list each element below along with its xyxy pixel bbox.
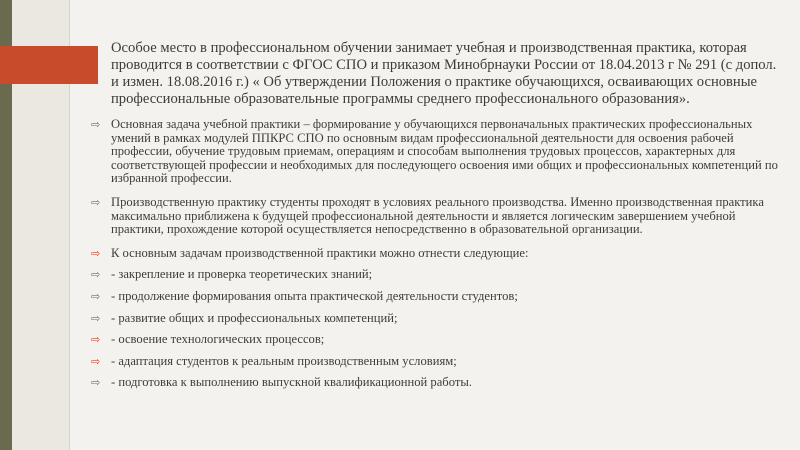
arrow-bullet-icon: ⇨ bbox=[91, 195, 101, 209]
list-item bbox=[91, 245, 781, 261]
list-item-text: - подготовка к выполнению выпускной квалификационной работы. bbox=[111, 375, 472, 390]
list-item-text: - адаптация студентов к реальным производственным условиям; bbox=[111, 353, 457, 368]
arrow-bullet-icon: ⇨ bbox=[91, 354, 101, 368]
list-item-text: К основным задачам производственной практики можно отнести следующие: bbox=[111, 245, 529, 260]
arrow-bullet-icon: ⇨ bbox=[91, 246, 101, 260]
slide-content bbox=[91, 40, 781, 398]
list-item-text: - закрепление и проверка теоретических знаний; bbox=[111, 267, 373, 282]
list-item-text: Основная задача учебной практики – формирование у обучающихся первоначальных практических профессиональных умений в рамках модулей ППКРС СПО по основным видам профессиональной деятельности для освоения рабочей профессии, обучение трудовым приемам, операциям и способам выполнения трудовых процессов, характерных для соответствующей профессии и необходимых для последующего освоения ими общих и профессиональных компетенций по избранной профессии. bbox=[111, 117, 778, 186]
list-item bbox=[91, 353, 781, 369]
arrow-bullet-icon: ⇨ bbox=[91, 311, 101, 325]
list-item-text: - развитие общих и профессиональных компетенций; bbox=[111, 310, 398, 325]
list-item bbox=[91, 332, 781, 347]
list-item-text: - продолжение формирования опыта практической деятельности студентов; bbox=[111, 288, 518, 303]
list-item-text: Производственную практику студенты проходят в условиях реального производства. Именно производственная практика максимально приближена к будущей профессиональной деятельности и является логическим завершением учебной практики, прохождение которой осуществляется непосредственно в образовательной организации. bbox=[111, 194, 764, 237]
arrow-bullet-icon: ⇨ bbox=[91, 376, 101, 390]
bullet-list bbox=[91, 117, 781, 390]
list-item bbox=[91, 267, 781, 282]
list-item bbox=[91, 288, 781, 304]
list-item-text: - освоение технологических процессов; bbox=[111, 332, 325, 347]
accent-bar bbox=[0, 46, 98, 84]
arrow-bullet-icon: ⇨ bbox=[91, 289, 101, 303]
arrow-bullet-icon: ⇨ bbox=[91, 268, 101, 282]
list-item bbox=[91, 194, 781, 237]
intro-paragraph: Особое место в профессиональном обучении занимает учебная и производственная практика, которая проводится в соответствии с ФГОС СПО и приказом Минобрнауки России от 18.04.2013 г № 291 (с допол. и измен. 18.08.2016 г.) « Об утверждении Положения о практике обучающихся, осваивающих основные профессиональные образовательные программы среднего профессионального образования». bbox=[111, 40, 777, 107]
list-item bbox=[91, 375, 781, 390]
list-item bbox=[91, 310, 781, 326]
arrow-bullet-icon: ⇨ bbox=[91, 333, 101, 347]
arrow-bullet-icon: ⇨ bbox=[91, 118, 101, 131]
list-item bbox=[91, 117, 781, 186]
